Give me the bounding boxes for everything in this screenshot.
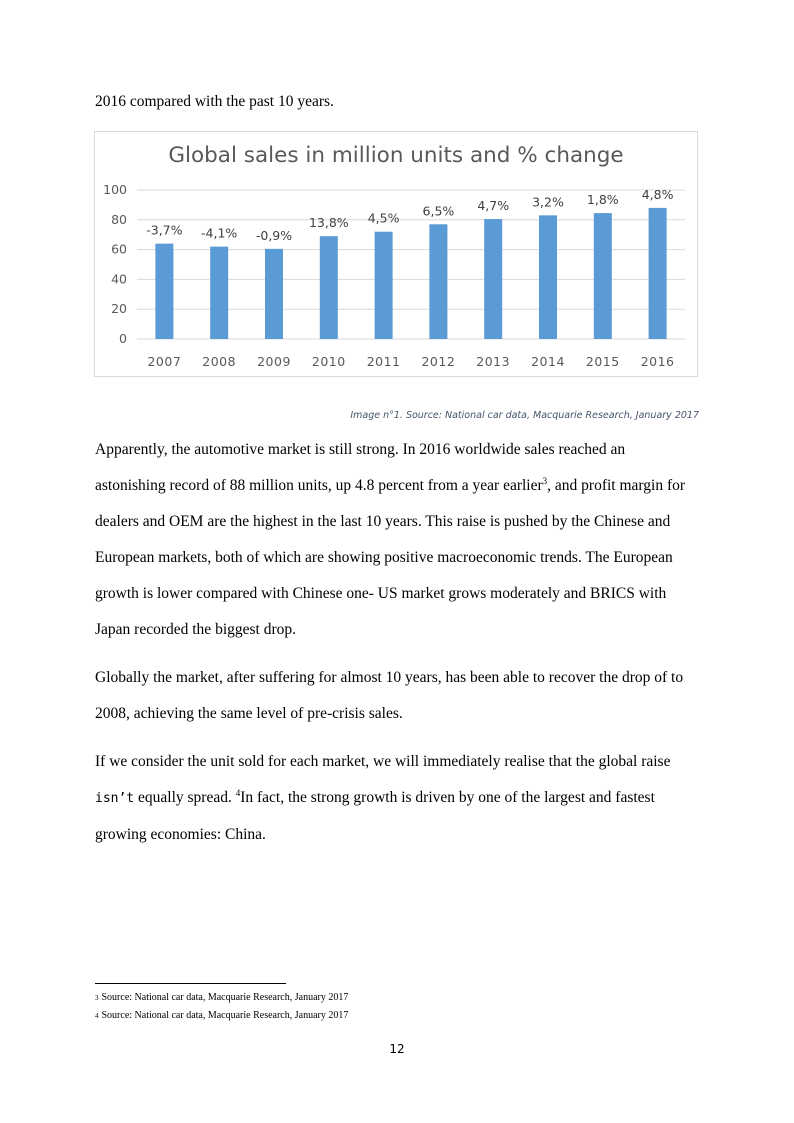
bar-2010: [320, 236, 338, 339]
x-tick-label: 2010: [311, 354, 346, 369]
bar-2007: [155, 244, 173, 339]
footnote-text: Source: National car data, Macquarie Research, January 2017: [101, 1010, 349, 1021]
footnote-separator: [95, 983, 286, 984]
x-tick-label: 2007: [147, 354, 182, 369]
y-tick-label: 0: [119, 331, 127, 346]
data-label-2010: 13,8%: [308, 215, 349, 231]
bar-2012: [429, 224, 447, 339]
paragraph1-text-b: , and profit margin for dealers and OEM are the highest in the last 10 years. This raise is pushed by the Chinese and European markets, both of which are showing positive macroeconomic trends. The European growth is lower compared with Chinese one- US market grows moderately and BRICS with Japan recorded the biggest drop.: [95, 477, 686, 638]
data-label-2016: 4,8%: [641, 186, 674, 202]
y-tick-label: 40: [111, 271, 127, 287]
bar-2016: [649, 208, 667, 339]
chart-plot: [95, 132, 697, 376]
paragraph1-text-a: Apparently, the automotive market is still strong. In 2016 worldwide sales reached an astonishing record of 88 million units, up 4.8 percent from a year earlier: [95, 441, 626, 494]
data-label-2012: 6,5%: [422, 203, 455, 219]
footnote-ref-4[interactable]: 4: [235, 788, 241, 798]
data-label-2014: 3,2%: [532, 194, 564, 210]
y-tick-label: 100: [103, 182, 127, 197]
footnote-ref-3[interactable]: 3: [542, 476, 548, 486]
x-tick-label: 2008: [202, 354, 237, 369]
paragraph3-text-c: In fact, the strong growth is driven by one of the largest and fastest growing economies: China.: [95, 789, 655, 843]
bar-2015: [594, 213, 612, 339]
data-label-2013: 4,7%: [477, 198, 510, 214]
page-number: 12: [389, 1042, 405, 1056]
paragraph-distribution: [95, 744, 695, 853]
x-tick-label: 2015: [585, 354, 620, 369]
x-tick-label: 2011: [366, 354, 401, 369]
data-label-2007: -3,7%: [146, 222, 183, 238]
intro-line: 2016 compared with the past 10 years.: [95, 93, 334, 110]
x-tick-label: 2014: [531, 354, 565, 369]
footnote-3: [95, 992, 348, 1003]
paragraph3-text-b: equally spread.: [134, 789, 236, 806]
bar-2011: [375, 232, 393, 339]
bar-2008: [210, 247, 228, 339]
footnote-number: 3: [95, 994, 99, 1002]
bar-2013: [484, 219, 502, 339]
bar-2014: [539, 215, 557, 339]
image-caption: Image n°1. Source: National car data, Macquarie Research, January 2017: [350, 410, 699, 421]
footnote-4: [95, 1010, 348, 1021]
bar-2009: [265, 249, 283, 339]
chart-title: Global sales in million units and % change: [168, 143, 624, 168]
data-label-2008: -4,1%: [201, 225, 238, 241]
y-tick-label: 20: [111, 301, 127, 317]
paragraph3-mono-word: isn’t: [95, 791, 135, 806]
data-label-2011: 4,5%: [367, 210, 400, 226]
data-label-2009: -0,9%: [255, 227, 293, 243]
data-label-2015: 1,8%: [586, 192, 619, 208]
x-tick-label: 2013: [476, 354, 511, 369]
x-tick-label: 2009: [257, 354, 291, 369]
paragraph3-text-a: If we consider the unit sold for each market, we will immediately realise that the global raise: [95, 753, 671, 770]
y-tick-label: 80: [111, 211, 127, 227]
y-tick-label: 60: [111, 241, 127, 257]
footnote-text: Source: National car data, Macquarie Research, January 2017: [101, 992, 349, 1003]
x-tick-label: 2012: [421, 354, 456, 369]
paragraph-market-strong: [95, 432, 695, 648]
paragraph-recovery: Globally the market, after suffering for almost 10 years, has been able to recover the drop of to 2008, achieving the same level of pre-crisis sales.: [95, 669, 684, 722]
footnote-number: 4: [95, 1012, 99, 1020]
x-tick-label: 2016: [640, 354, 675, 369]
sales-chart: [94, 131, 698, 377]
